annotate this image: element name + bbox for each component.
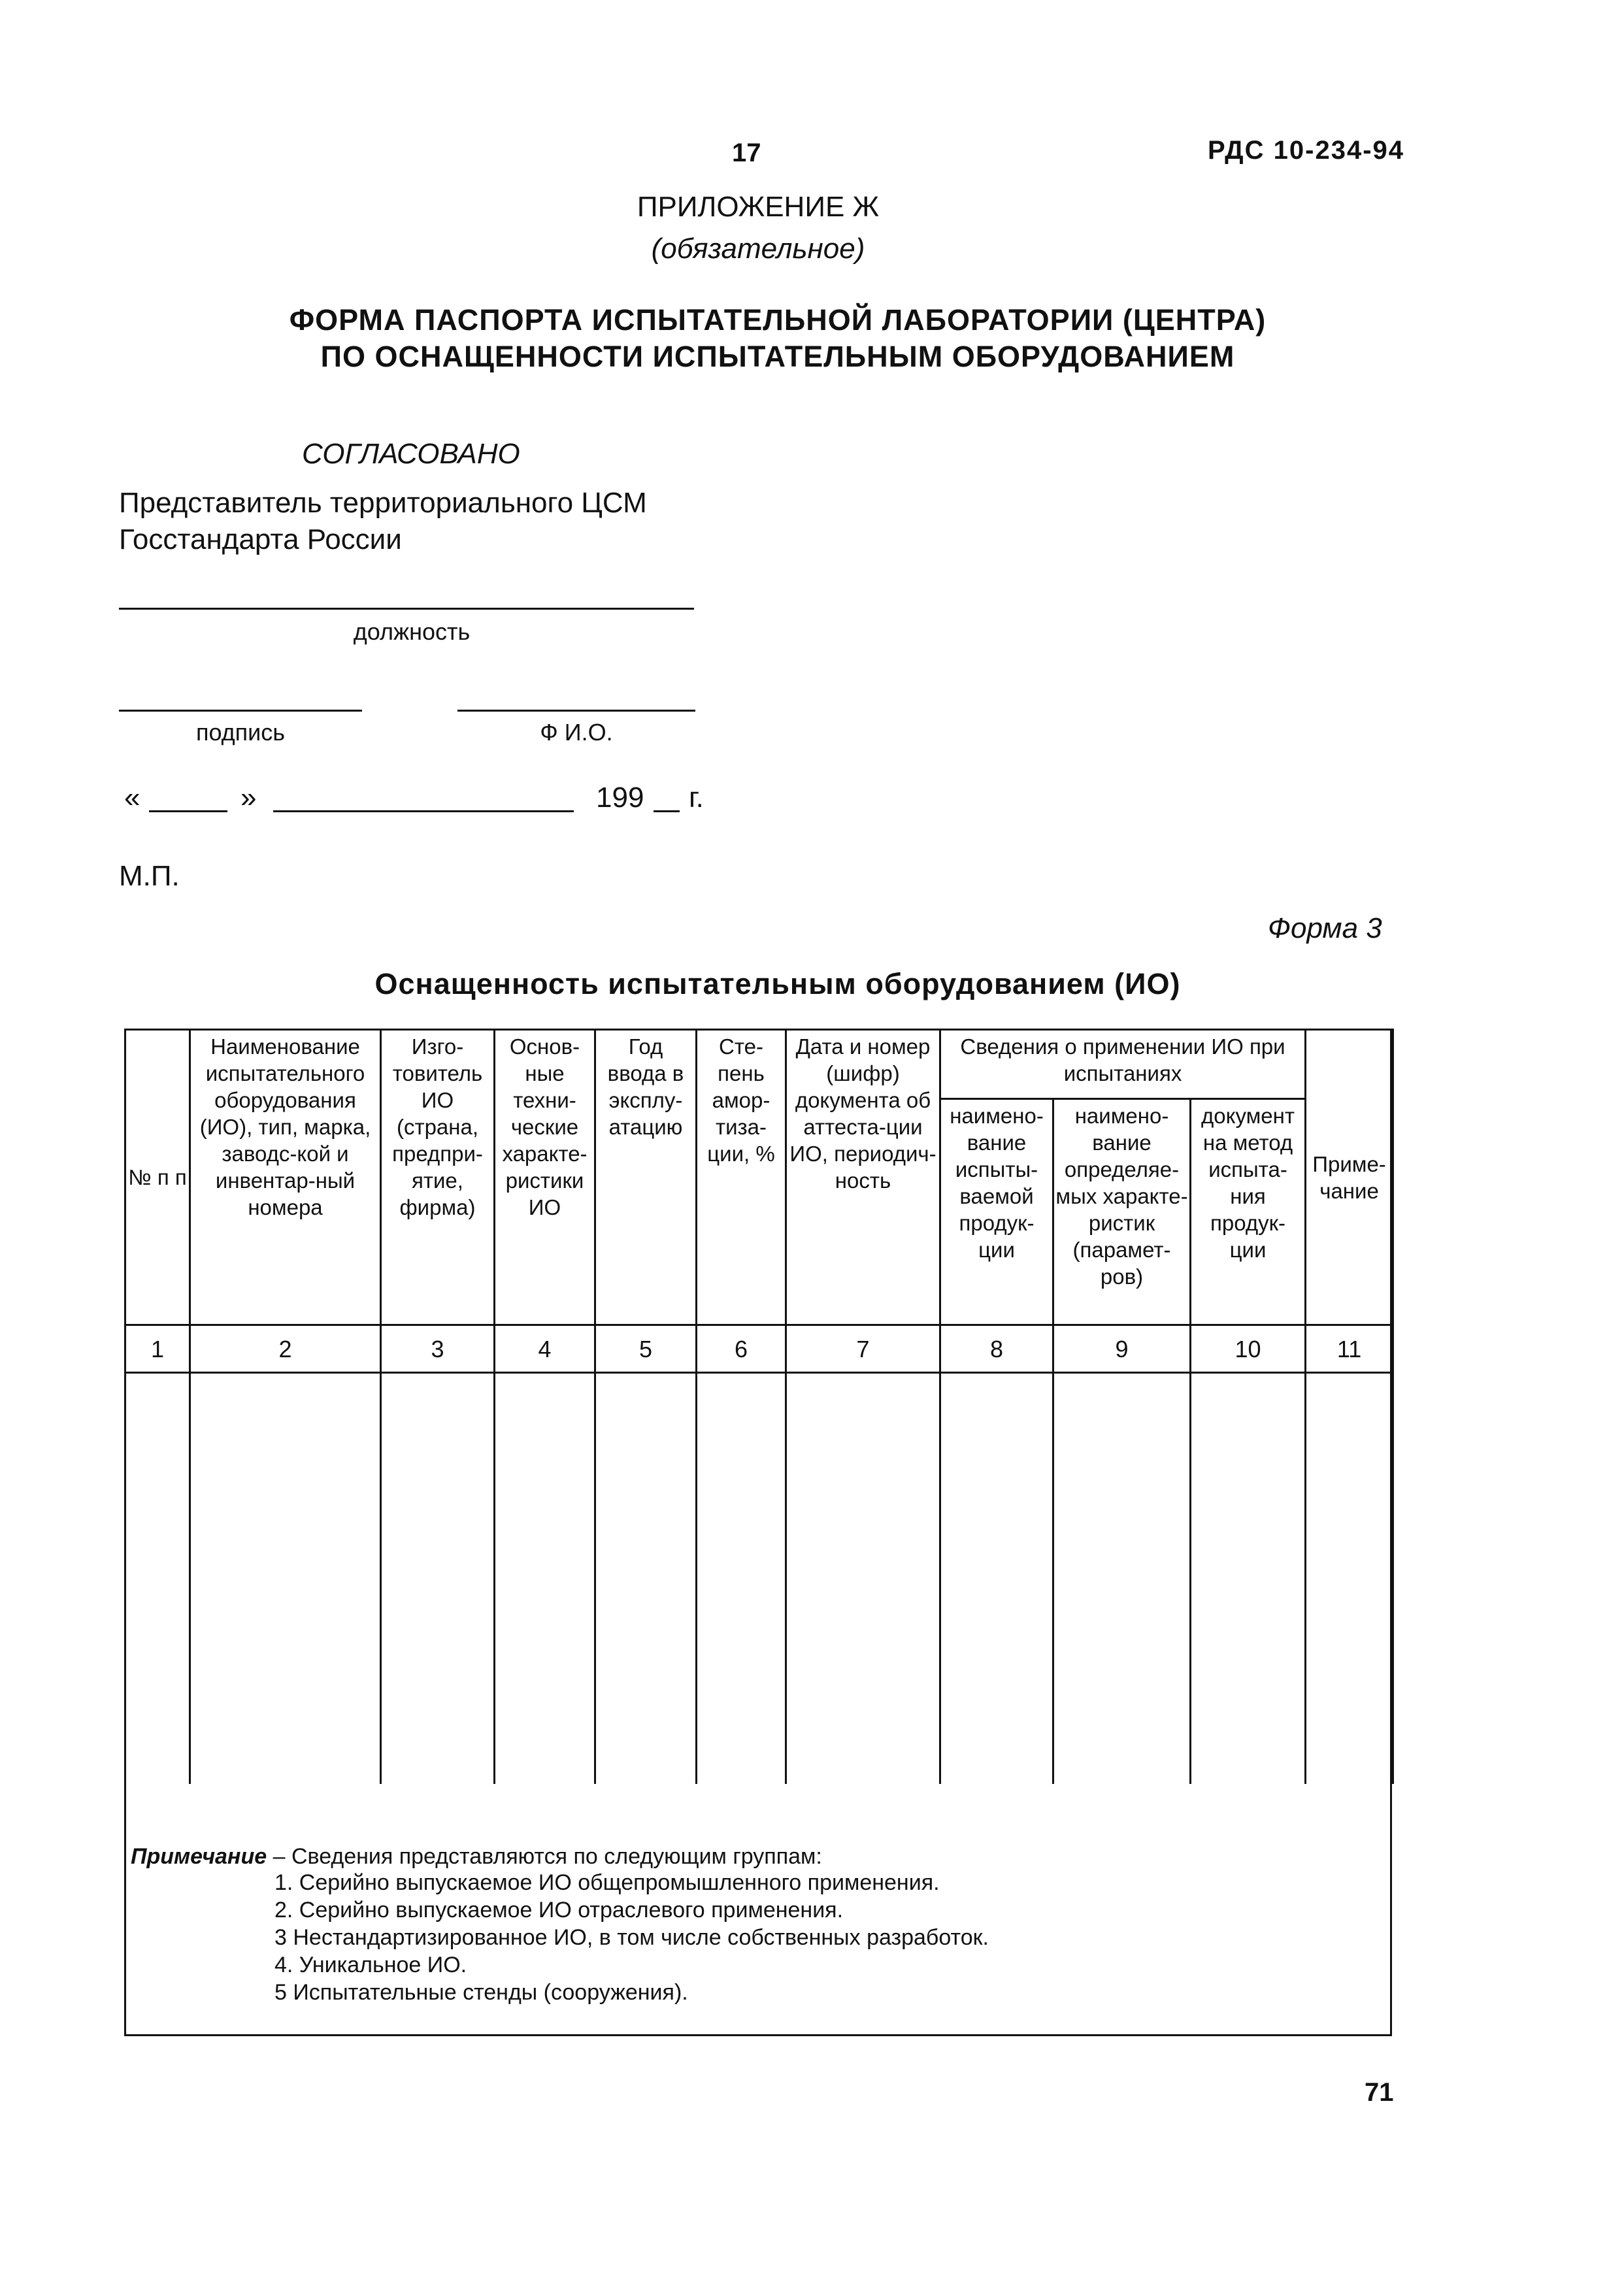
- empty-cell[interactable]: [495, 1373, 595, 1785]
- table-title: Оснащенность испытательным оборудованием (ИО): [374, 967, 1181, 1000]
- header-cell-manufacturer: Изго-товитель ИО (страна, предпри-ятие, фирма): [381, 1030, 495, 1325]
- position-caption: должность: [353, 618, 471, 645]
- form-title-line-2: ПО ОСНАЩЕННОСТИ ИСПЫТАТЕЛЬНЫМ ОБОРУДОВАНИЕМ: [320, 340, 1235, 373]
- column-number: 6: [697, 1325, 786, 1373]
- date-year: 199: [596, 782, 644, 814]
- date-close-quote: »: [240, 782, 257, 814]
- header-cell-commission-year: Год ввода в эксплу-атацию: [595, 1030, 697, 1325]
- empty-cell[interactable]: [1053, 1373, 1191, 1785]
- date-year-suffix: г.: [689, 782, 704, 814]
- empty-cell[interactable]: [1191, 1373, 1306, 1785]
- agreed-label: СОГЛАСОВАНО: [302, 438, 520, 470]
- empty-cell[interactable]: [940, 1373, 1053, 1785]
- appendix-subtitle: (обязательное): [651, 233, 865, 265]
- column-number: 2: [190, 1325, 381, 1373]
- column-number: 8: [940, 1325, 1053, 1373]
- empty-cell[interactable]: [125, 1373, 190, 1785]
- stamp-label: М.П.: [119, 860, 180, 892]
- note-item: 1. Серийно выпускаемое ИО общепромышленного применения.: [274, 1870, 940, 1895]
- note-item: 5 Испытательные стенды (сооружения).: [274, 1980, 688, 2005]
- header-cell-remark: Приме-чание: [1306, 1030, 1393, 1325]
- empty-cell[interactable]: [595, 1373, 697, 1785]
- column-number: 1: [125, 1325, 190, 1373]
- column-number: 9: [1053, 1325, 1191, 1373]
- signature-line[interactable]: [119, 710, 362, 712]
- column-number: 7: [786, 1325, 940, 1373]
- position-line[interactable]: [119, 608, 694, 610]
- appendix-heading: [627, 191, 889, 265]
- document-code: РДС 10-234-94: [1208, 136, 1405, 165]
- empty-cell[interactable]: [697, 1373, 786, 1785]
- form-title: [255, 302, 1301, 375]
- header-cell-characteristics: Основ-ные техни-ческие характе-ристики ИО: [495, 1030, 595, 1325]
- date-year-line[interactable]: [654, 810, 680, 812]
- form-title-line-1: ФОРМА ПАСПОРТА ИСПЫТАТЕЛЬНОЙ ЛАБОРАТОРИИ (ЦЕНТРА): [289, 303, 1267, 337]
- form-label: Форма 3: [1268, 912, 1382, 944]
- table-note: [131, 1843, 822, 1870]
- empty-cell[interactable]: [786, 1373, 940, 1785]
- page-number-top: 17: [732, 139, 761, 167]
- note-item: 3 Нестандартизированное ИО, в том числе собственных разработок.: [274, 1925, 989, 1950]
- column-number: 4: [495, 1325, 595, 1373]
- empty-cell[interactable]: [190, 1373, 381, 1785]
- note-item: 4. Уникальное ИО.: [274, 1953, 467, 1977]
- date-month-line[interactable]: [273, 810, 574, 812]
- note-list: [274, 1869, 989, 2006]
- note-intro: – Сведения представляются по следующим группам:: [267, 1844, 822, 1869]
- header-cell-tested-product: наимено-вание испыты-ваемой продук-ции: [940, 1099, 1053, 1325]
- column-number: 5: [595, 1325, 697, 1373]
- note-item: 2. Серийно выпускаемое ИО отраслевого применения.: [274, 1898, 844, 1922]
- note-head: Примечание: [131, 1844, 267, 1869]
- header-cell-equipment-name: Наименование испытательного оборудования (ИО), тип, марка, заводс-кой и инвентар-ный номера: [190, 1030, 381, 1325]
- page-number-bottom: 71: [1365, 2078, 1394, 2107]
- table-body-row: [125, 1373, 1393, 1785]
- date-open-quote: «: [124, 782, 141, 814]
- empty-cell[interactable]: [381, 1373, 495, 1785]
- header-cell-parameters: наимено-вание определяе-мых характе-ристик (парамет-ров): [1053, 1099, 1191, 1325]
- header-cell-depreciation: Сте-пень амор-тиза-ции, %: [697, 1030, 786, 1325]
- name-caption: Ф И.О.: [540, 719, 613, 746]
- equipment-table: [124, 1029, 1394, 1784]
- column-number: 10: [1191, 1325, 1306, 1373]
- representative-text: [119, 485, 647, 558]
- header-cell-number: № п п: [125, 1030, 190, 1325]
- header-cell-usage-group: Сведения о применении ИО при испытаниях: [940, 1030, 1306, 1099]
- representative-line-2: Госстандарта России: [119, 523, 402, 555]
- header-cell-test-method: документ на метод испыта-ния продук-ции: [1191, 1099, 1306, 1325]
- date-day-line[interactable]: [149, 810, 227, 812]
- header-cell-certification: Дата и номер (шифр) документа об аттеста-ции ИО, периодич-ность: [786, 1030, 940, 1325]
- column-number: 3: [381, 1325, 495, 1373]
- representative-line-1: Представитель территориального ЦСМ: [119, 487, 647, 519]
- empty-cell[interactable]: [1306, 1373, 1393, 1785]
- signature-caption: подпись: [195, 719, 286, 746]
- table-header-row-1: [125, 1030, 1393, 1099]
- name-line[interactable]: [457, 710, 695, 712]
- column-number: 11: [1306, 1325, 1393, 1373]
- appendix-title: ПРИЛОЖЕНИЕ Ж: [637, 191, 880, 223]
- table-number-row: [125, 1325, 1393, 1373]
